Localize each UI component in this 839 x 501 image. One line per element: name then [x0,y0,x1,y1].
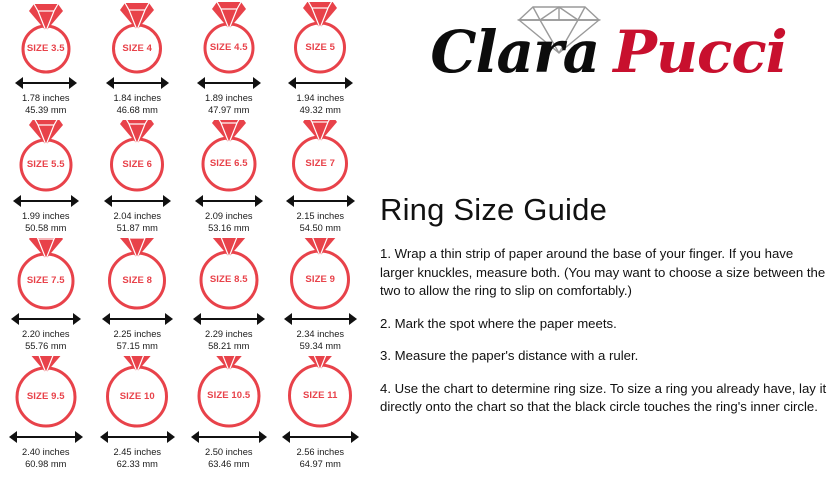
arrow-head-left-icon [193,313,201,325]
instruction-step: 1. Wrap a thin strip of paper around the base of your finger. If you have larger knuckles, measure both. (You may want to choose a size between the two to allow the ring to slip on comfortably.) [380,246,826,298]
measurement-mm: 60.98 mm [25,458,67,469]
ring-size-label: SIZE 8 [122,274,153,286]
ring-illustration [0,120,92,194]
measurement-inches: 2.09 inches [204,211,253,221]
ring-size-cell[interactable] [275,120,367,238]
measurement-mm: 51.87 mm [116,222,158,233]
measurement-mm: 46.68 mm [116,104,158,115]
arrow-line [109,318,166,320]
ring-illustration [183,356,275,430]
measurement-mm: 57.15 mm [116,340,158,351]
arrow-head-left-icon [102,313,110,325]
arrow-line [113,82,162,84]
measurement-inches: 2.40 inches [21,447,70,457]
ring-illustration [275,356,367,430]
ring-size-cell[interactable] [183,356,275,474]
arrow-line [198,436,260,438]
arrow-head-left-icon [9,431,17,443]
arrow-head-left-icon [104,195,112,207]
ring-illustration [0,238,92,312]
diameter-arrow [92,194,184,208]
arrow-line [291,318,350,320]
ring-size-label: SIZE 9.5 [26,391,65,402]
ring-size-cell[interactable] [275,356,367,474]
arrow-head-left-icon [191,431,199,443]
ring-size-cell[interactable] [92,356,184,474]
measurement-mm: 54.50 mm [299,222,341,233]
ring-illustration [275,238,367,312]
measurement-inches: 2.45 inches [113,447,162,457]
arrow-head-left-icon [284,313,292,325]
measurement-mm: 50.58 mm [25,222,67,233]
ring-size-cell[interactable] [275,2,367,120]
ring-size-label: SIZE 5.5 [26,159,65,170]
diameter-arrow [183,194,275,208]
ring-size-label: SIZE 5 [305,41,336,53]
diameter-arrow [275,194,367,208]
measurement-mm: 45.39 mm [25,104,67,115]
ring-illustration [183,238,275,312]
ring-illustration [183,120,275,194]
ring-size-label: SIZE 7.5 [26,275,65,286]
diameter-arrow [0,194,92,208]
measurement-inches: 1.99 inches [21,211,70,221]
measurement-mm: 53.16 mm [208,222,250,233]
arrow-head-right-icon [347,195,355,207]
measurement-mm: 62.33 mm [116,458,158,469]
ring-size-cell[interactable] [92,2,184,120]
instruction-list [380,245,830,431]
ring-size-label: SIZE 7 [305,157,336,169]
arrow-head-left-icon [106,77,114,89]
measurement-inches: 1.78 inches [21,93,70,103]
measurement-inches: 2.34 inches [296,329,345,339]
diameter-arrow [183,312,275,326]
ring-size-label: SIZE 4.5 [209,42,248,53]
arrow-head-left-icon [286,195,294,207]
brand-first-word: Clara [430,18,600,86]
ring-illustration [92,120,184,194]
instruction-step: 3. Measure the paper's distance with a ruler. [380,348,639,363]
ring-size-cell[interactable] [183,238,275,356]
arrow-head-left-icon [195,195,203,207]
ring-illustration [183,2,275,76]
measurement-inches: 1.89 inches [204,93,253,103]
ring-size-label: SIZE 6.5 [209,158,248,169]
diameter-arrow [183,76,275,90]
arrow-head-right-icon [69,77,77,89]
arrow-head-right-icon [73,313,81,325]
ring-illustration [92,238,184,312]
brand-wordmark [378,18,839,86]
ring-size-label: SIZE 3.5 [26,43,65,54]
ring-size-cell[interactable] [0,356,92,474]
arrow-line [293,200,348,202]
measurement-inches: 2.50 inches [204,447,253,457]
diameter-arrow [92,312,184,326]
arrow-head-right-icon [351,431,359,443]
arrow-head-left-icon [282,431,290,443]
ring-size-label: SIZE 10.5 [207,390,251,401]
arrow-line [295,82,346,84]
arrow-head-right-icon [345,77,353,89]
arrow-line [204,82,254,84]
measurement-inches: 2.25 inches [113,329,162,339]
diameter-arrow [275,312,367,326]
diameter-arrow [0,312,92,326]
arrow-head-right-icon [167,431,175,443]
arrow-head-right-icon [163,195,171,207]
arrow-head-left-icon [15,77,23,89]
measurement-mm: 49.32 mm [299,104,341,115]
ring-size-cell[interactable] [183,2,275,120]
arrow-head-right-icon [255,195,263,207]
measurement-mm: 64.97 mm [299,458,341,469]
ring-illustration [92,356,184,430]
arrow-head-right-icon [161,77,169,89]
diameter-arrow [0,430,92,444]
ring-illustration [0,2,92,76]
ring-size-cell[interactable] [92,238,184,356]
arrow-head-left-icon [100,431,108,443]
measurement-inches: 2.04 inches [113,211,162,221]
arrow-head-left-icon [197,77,205,89]
ring-size-label: SIZE 8.5 [209,274,248,285]
measurement-mm: 55.76 mm [25,340,67,351]
ring-size-cell[interactable] [183,120,275,238]
arrow-head-right-icon [253,77,261,89]
measurement-inches: 1.84 inches [113,93,162,103]
arrow-line [107,436,168,438]
ring-size-cell[interactable] [0,2,92,120]
arrow-line [22,82,70,84]
arrow-head-right-icon [165,313,173,325]
measurement-mm: 47.97 mm [208,104,250,115]
measurement-inches: 1.94 inches [296,93,345,103]
measurement-inches: 2.56 inches [296,447,345,457]
right-panel [372,0,839,501]
ring-illustration [275,120,367,194]
arrow-head-right-icon [349,313,357,325]
arrow-line [289,436,352,438]
ring-size-grid [0,0,366,501]
measurement-mm: 59.34 mm [299,340,341,351]
arrow-line [18,318,74,320]
ring-size-label: SIZE 10 [119,390,155,402]
measurement-inches: 2.29 inches [204,329,253,339]
arrow-head-right-icon [257,313,265,325]
arrow-head-left-icon [288,77,296,89]
measurement-inches: 2.20 inches [21,329,70,339]
arrow-head-left-icon [13,195,21,207]
arrow-head-right-icon [75,431,83,443]
arrow-line [202,200,256,202]
diameter-arrow [183,430,275,444]
diameter-arrow [0,76,92,90]
arrow-line [16,436,76,438]
ring-size-label: SIZE 11 [303,389,338,401]
measurement-inches: 2.15 inches [296,211,345,221]
arrow-line [200,318,258,320]
ring-size-label: SIZE 4 [122,42,153,54]
instruction-step: 2. Mark the spot where the paper meets. [380,315,617,331]
measurement-mm: 58.21 mm [208,340,250,351]
arrow-head-left-icon [11,313,19,325]
arrow-head-right-icon [259,431,267,443]
ring-illustration [0,356,92,430]
ring-size-cell[interactable] [275,238,367,356]
ring-size-cell[interactable] [92,120,184,238]
measurement-mm: 63.46 mm [208,458,250,469]
ring-size-cell[interactable] [0,238,92,356]
instruction-step: 4. Use the chart to determine ring size. To size a ring you already have, lay it directly onto the chart so that the black circle touches the ring's inner circle. [380,380,827,414]
arrow-line [20,200,72,202]
arrow-head-right-icon [71,195,79,207]
diameter-arrow [92,430,184,444]
page-title: Ring Size Guide [380,192,608,227]
ring-size-cell[interactable] [0,120,92,238]
brand-second-word: Pucci [613,18,787,86]
ring-size-label: SIZE 9 [305,273,336,285]
ring-illustration [92,2,184,76]
diameter-arrow [92,76,184,90]
ring-size-label: SIZE 6 [122,158,153,170]
arrow-line [111,200,164,202]
diameter-arrow [275,76,367,90]
diameter-arrow [275,430,367,444]
ring-illustration [275,2,367,76]
brand-logo [378,0,839,112]
